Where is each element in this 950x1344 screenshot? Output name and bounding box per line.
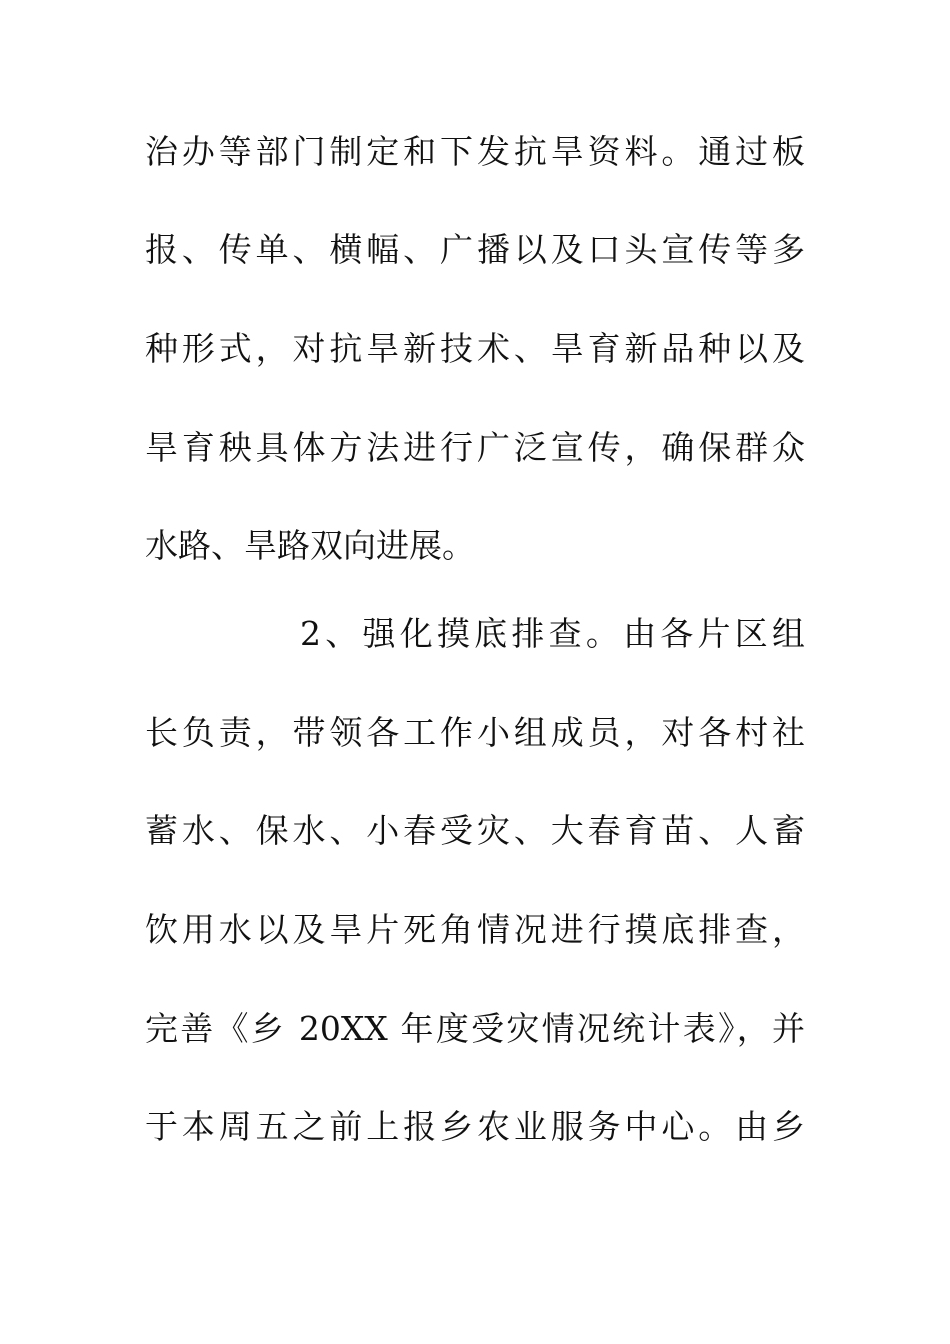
body-text-line-indented: 2、强化摸底排查。由各片区组 — [300, 614, 805, 653]
body-text-line: 完善《乡 20XX 年度受灾情况统计表》，并 — [145, 1009, 805, 1048]
body-text-line: 报、传单、横幅、广播以及口头宣传等多 — [145, 230, 805, 269]
body-text-line: 水路、旱路双向进展。 — [145, 526, 475, 565]
body-text-line: 长负责，带领各工作小组成员，对各村社 — [145, 713, 805, 752]
body-text-line: 蓄水、保水、小春受灾、大春育苗、人畜 — [145, 811, 805, 850]
body-text-line: 旱育秧具体方法进行广泛宣传，确保群众 — [145, 428, 805, 467]
body-text-line: 种形式，对抗旱新技术、旱育新品种以及 — [145, 329, 805, 368]
body-text-line: 饮用水以及旱片死角情况进行摸底排查， — [145, 910, 805, 949]
body-text-line: 于本周五之前上报乡农业服务中心。由乡 — [145, 1107, 805, 1146]
body-text-line: 治办等部门制定和下发抗旱资料。通过板 — [145, 132, 805, 171]
